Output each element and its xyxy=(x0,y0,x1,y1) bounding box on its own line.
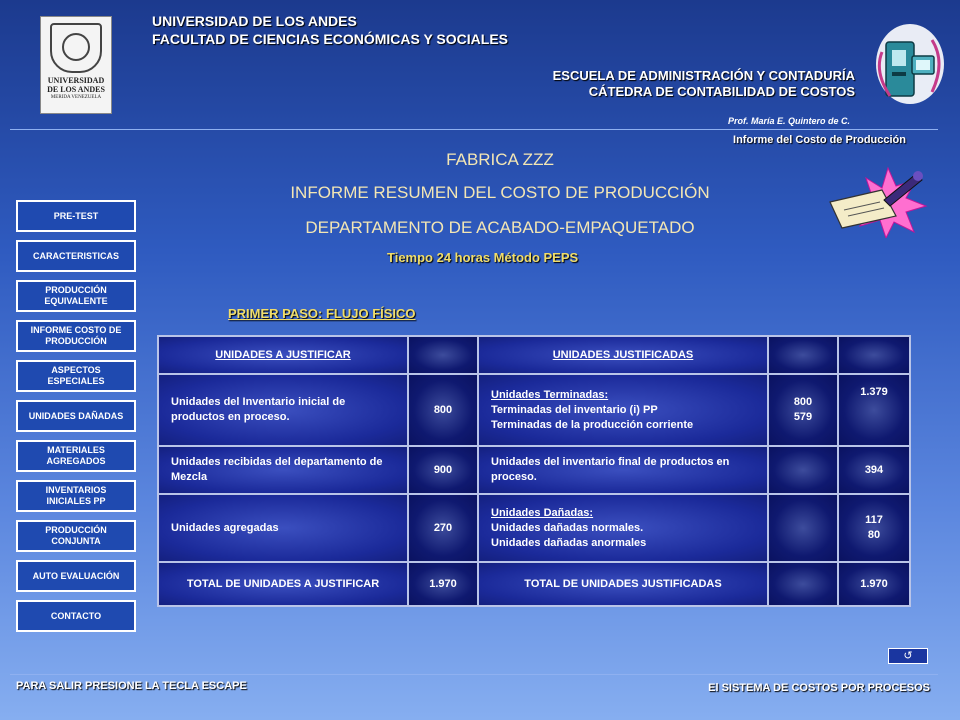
row3-spoiled-values xyxy=(838,494,910,562)
nav-pre-test[interactable]: PRE-TEST xyxy=(16,200,136,232)
system-name: El SISTEMA DE COSTOS POR PROCESOS xyxy=(708,682,930,694)
spoiled-abnormal-value: 80 xyxy=(867,529,881,541)
finished-from-current-value: 579 xyxy=(793,411,813,423)
finished-from-inventory: Terminadas del inventario (i) PP xyxy=(491,403,658,416)
nav-produccion-conjunta[interactable]: PRODUCCIÓN CONJUNTA xyxy=(16,520,136,552)
row3-value: 270 xyxy=(408,494,478,562)
exit-hint: PARA SALIR PRESIONE LA TECLA ESCAPE xyxy=(16,680,247,692)
department-title: DEPARTAMENTO DE ACABADO-EMPAQUETADO xyxy=(305,218,695,237)
row1-value xyxy=(408,374,478,446)
table-row xyxy=(158,446,910,494)
total-justified-value: 1.970 xyxy=(838,562,910,606)
row2-description: Unidades recibidas del departamento de Mezcla xyxy=(158,446,408,494)
header-units-justified: UNIDADES JUSTIFICADAS xyxy=(478,336,768,374)
logo-text-2: DE LOS ANDES xyxy=(47,85,105,94)
finished-from-inventory-value: 800 xyxy=(793,396,813,408)
row2-value: 900 xyxy=(408,446,478,494)
return-button[interactable] xyxy=(888,648,928,664)
table-row xyxy=(158,494,910,562)
spoiled-normal: Unidades dañadas normales. xyxy=(491,521,644,534)
school-name: ESCUELA DE ADMINISTRACIÓN Y CONTADURÍA xyxy=(552,68,855,83)
table-totals-row xyxy=(158,562,910,606)
section-title: Informe del Costo de Producción xyxy=(733,134,906,146)
nav-aspectos-especiales[interactable]: ASPECTOS ESPECIALES xyxy=(16,360,136,392)
header-units-to-justify: UNIDADES A JUSTIFICAR xyxy=(158,336,408,374)
nav-contacto[interactable]: CONTACTO xyxy=(16,600,136,632)
total-to-justify-value: 1.970 xyxy=(408,562,478,606)
row2-empty-cell xyxy=(768,446,838,494)
header-empty-cell xyxy=(768,336,838,374)
table-header-row xyxy=(158,336,910,374)
return-icon: ↺ xyxy=(903,650,913,662)
nav-auto-evaluacion[interactable]: AUTO EVALUACIÓN xyxy=(16,560,136,592)
report-subtitle: Tiempo 24 horas Método PEPS xyxy=(387,250,579,265)
report-title: INFORME RESUMEN DEL COSTO DE PRODUCCIÓN xyxy=(290,183,710,202)
nav-inventarios-iniciales[interactable]: INVENTARIOS INICIALES PP xyxy=(16,480,136,512)
row1-total: 1.379 xyxy=(838,374,910,446)
finished-from-current: Terminadas de la producción corriente xyxy=(491,418,694,431)
header-university-block xyxy=(152,12,508,48)
row3-empty-cell xyxy=(768,494,838,562)
footer-divider xyxy=(10,674,938,675)
row1-description: Unidades del Inventario inicial de productos en proceso. xyxy=(158,374,408,446)
contract-signing-icon xyxy=(824,166,928,238)
company-title: FABRICA ZZZ xyxy=(446,150,554,169)
header-school-block xyxy=(553,68,855,100)
university-logo xyxy=(40,16,112,114)
row1-justified xyxy=(478,374,768,446)
step-title: PRIMER PASO: FLUJO FÍSICO xyxy=(228,306,416,321)
university-name: UNIVERSIDAD DE LOS ANDES xyxy=(152,13,357,29)
row3-description: Unidades agregadas xyxy=(158,494,408,562)
computer-icon xyxy=(872,22,946,108)
logo-text-1: UNIVERSIDAD xyxy=(47,76,105,85)
faculty-name: FACULTAD DE CIENCIAS ECONÓMICAS Y SOCIALES xyxy=(152,31,508,47)
header-divider xyxy=(10,129,938,130)
row2-total: 394 xyxy=(838,446,910,494)
nav-produccion-equivalente[interactable]: PRODUCCIÓN EQUIVALENTE xyxy=(16,280,136,312)
physical-flow-table xyxy=(157,335,911,607)
nav-unidades-danadas[interactable]: UNIDADES DAÑADAS xyxy=(16,400,136,432)
nav-informe-costo[interactable]: INFORME COSTO DE PRODUCCIÓN xyxy=(16,320,136,352)
row3-justified xyxy=(478,494,768,562)
total-justified-label: TOTAL DE UNIDADES JUSTIFICADAS xyxy=(478,562,768,606)
finished-units-title: Unidades Terminadas: xyxy=(491,388,609,401)
spoiled-units-title: Unidades Dañadas: xyxy=(491,506,594,519)
professor-name: Prof. María E. Quintero de C. xyxy=(727,116,850,126)
row1-partial-values xyxy=(768,374,838,446)
table-row xyxy=(158,374,910,446)
row1-value-text: 800 xyxy=(433,403,453,416)
spoiled-abnormal: Unidades dañadas anormales xyxy=(491,536,647,549)
totals-empty-cell xyxy=(768,562,838,606)
crest-icon xyxy=(50,23,102,73)
chair-name: CÁTEDRA DE CONTABILIDAD DE COSTOS xyxy=(588,84,855,99)
row2-justified: Unidades del inventario final de productos en proceso. xyxy=(478,446,768,494)
nav-materiales-agregados[interactable]: MATERIALES AGREGADOS xyxy=(16,440,136,472)
total-to-justify-label: TOTAL DE UNIDADES A JUSTIFICAR xyxy=(158,562,408,606)
header-empty-cell xyxy=(838,336,910,374)
spoiled-normal-value: 117 xyxy=(865,514,883,526)
header-empty-cell xyxy=(408,336,478,374)
nav-caracteristicas[interactable]: CARACTERISTICAS xyxy=(16,240,136,272)
logo-text-3: MERIDA VENEZUELA xyxy=(50,95,102,100)
